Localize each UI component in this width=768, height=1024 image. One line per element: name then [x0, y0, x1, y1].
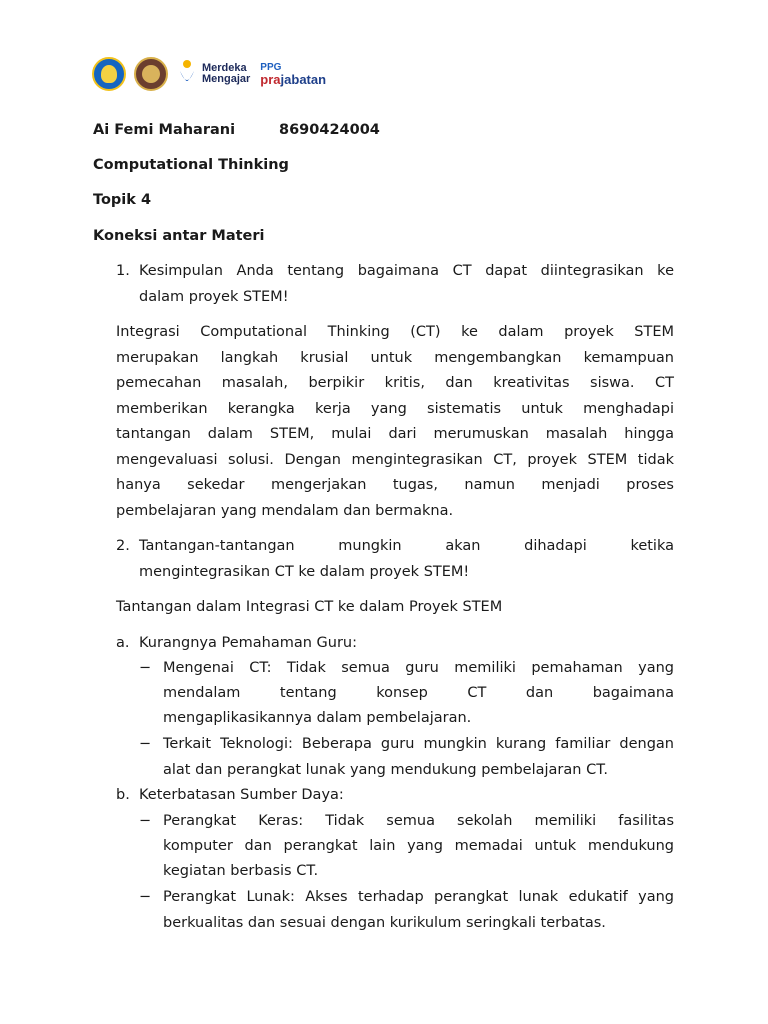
- answer-1-line: tantangan dalam STEM, mulai dari merumuskan masalah hingga: [116, 426, 674, 442]
- answer-1-line: merupakan langkah krusial untuk mengembangkan kemampuan: [116, 350, 674, 366]
- list-b-title: Keterbatasan Sumber Daya:: [139, 787, 344, 803]
- answer-2-title: Tantangan dalam Integrasi CT ke dalam Proyek STEM: [116, 599, 503, 615]
- answer-1-line: hanya sekedar mengerjakan tugas, namun menjadi proses: [116, 477, 674, 493]
- dash-bullet: −: [139, 736, 152, 752]
- dash-bullet: −: [139, 889, 152, 905]
- answer-1-line: memberikan kerangka kerja yang sistematis untuk menghadapi: [116, 401, 674, 417]
- answer-1-line: mengevaluasi solusi. Dengan mengintegrasikan CT, proyek STEM tidak: [116, 452, 674, 468]
- answer-1-line: pembelajaran yang mendalam dan bermakna.: [116, 503, 454, 519]
- student-id: 8690424004: [279, 122, 380, 138]
- question-1-number: 1.: [116, 263, 130, 279]
- mengajar-text: Mengajar: [202, 73, 251, 85]
- header-logos: [92, 56, 326, 92]
- merdeka-mengajar-logo-text: [202, 63, 250, 85]
- tut-wuri-logo-icon: [92, 57, 126, 91]
- university-seal-icon: [134, 57, 168, 91]
- question-2-number: 2.: [116, 538, 130, 554]
- section-heading: Koneksi antar Materi: [93, 228, 265, 244]
- list-a-item-2-line-2: alat dan perangkat lunak yang mendukung pembelajaran CT.: [163, 762, 608, 778]
- answer-1-line: pemecahan masalah, berpikir kritis, dan kreativitas siswa. CT: [116, 375, 674, 391]
- list-a-item-2-line-1: Terkait Teknologi: Beberapa guru mungkin kurang familiar dengan: [163, 736, 674, 752]
- list-b-item-1-line-2: komputer dan perangkat lain yang memadai untuk mendukung: [163, 838, 674, 854]
- merdeka-text: Merdeka: [202, 62, 247, 74]
- list-b-item-2-line-2: berkualitas dan sesuai dengan kurikulum seringkali terbatas.: [163, 915, 606, 931]
- ppg-text: PPG: [260, 62, 282, 73]
- author-name: Ai Femi Maharani: [93, 122, 236, 138]
- question-2-line-1: Tantangan-tantangan mungkin akan dihadapi ketika: [139, 538, 674, 554]
- merdeka-mengajar-logo-icon: [176, 59, 198, 89]
- list-b-item-1-line-3: kegiatan berbasis CT.: [163, 863, 319, 879]
- question-1-line-1: Kesimpulan Anda tentang bagaimana CT dapat diintegrasikan ke: [139, 263, 674, 279]
- question-1-line-2: dalam proyek STEM!: [139, 289, 289, 305]
- ppg-prajabatan-logo: [260, 62, 326, 86]
- list-a-letter: a.: [116, 635, 130, 651]
- prajabatan-text: prajabatan: [260, 72, 327, 87]
- course-title: Computational Thinking: [93, 157, 289, 173]
- list-b-item-2-line-1: Perangkat Lunak: Akses terhadap perangkat lunak edukatif yang: [163, 889, 674, 905]
- list-a-item-1-line-3: mengaplikasikannya dalam pembelajaran.: [163, 710, 472, 726]
- topic-label: Topik 4: [93, 192, 152, 208]
- dash-bullet: −: [139, 813, 152, 829]
- list-b-item-1-line-1: Perangkat Keras: Tidak semua sekolah memiliki fasilitas: [163, 813, 674, 829]
- dash-bullet: −: [139, 660, 152, 676]
- answer-1-line: Integrasi Computational Thinking (CT) ke dalam proyek STEM: [116, 324, 674, 340]
- list-a-item-1-line-1: Mengenai CT: Tidak semua guru memiliki pemahaman yang: [163, 660, 674, 676]
- list-a-title: Kurangnya Pemahaman Guru:: [139, 635, 357, 651]
- question-2-line-2: mengintegrasikan CT ke dalam proyek STEM!: [139, 564, 470, 580]
- list-b-letter: b.: [116, 787, 130, 803]
- list-a-item-1-line-2: mendalam tentang konsep CT dan bagaimana: [163, 685, 674, 701]
